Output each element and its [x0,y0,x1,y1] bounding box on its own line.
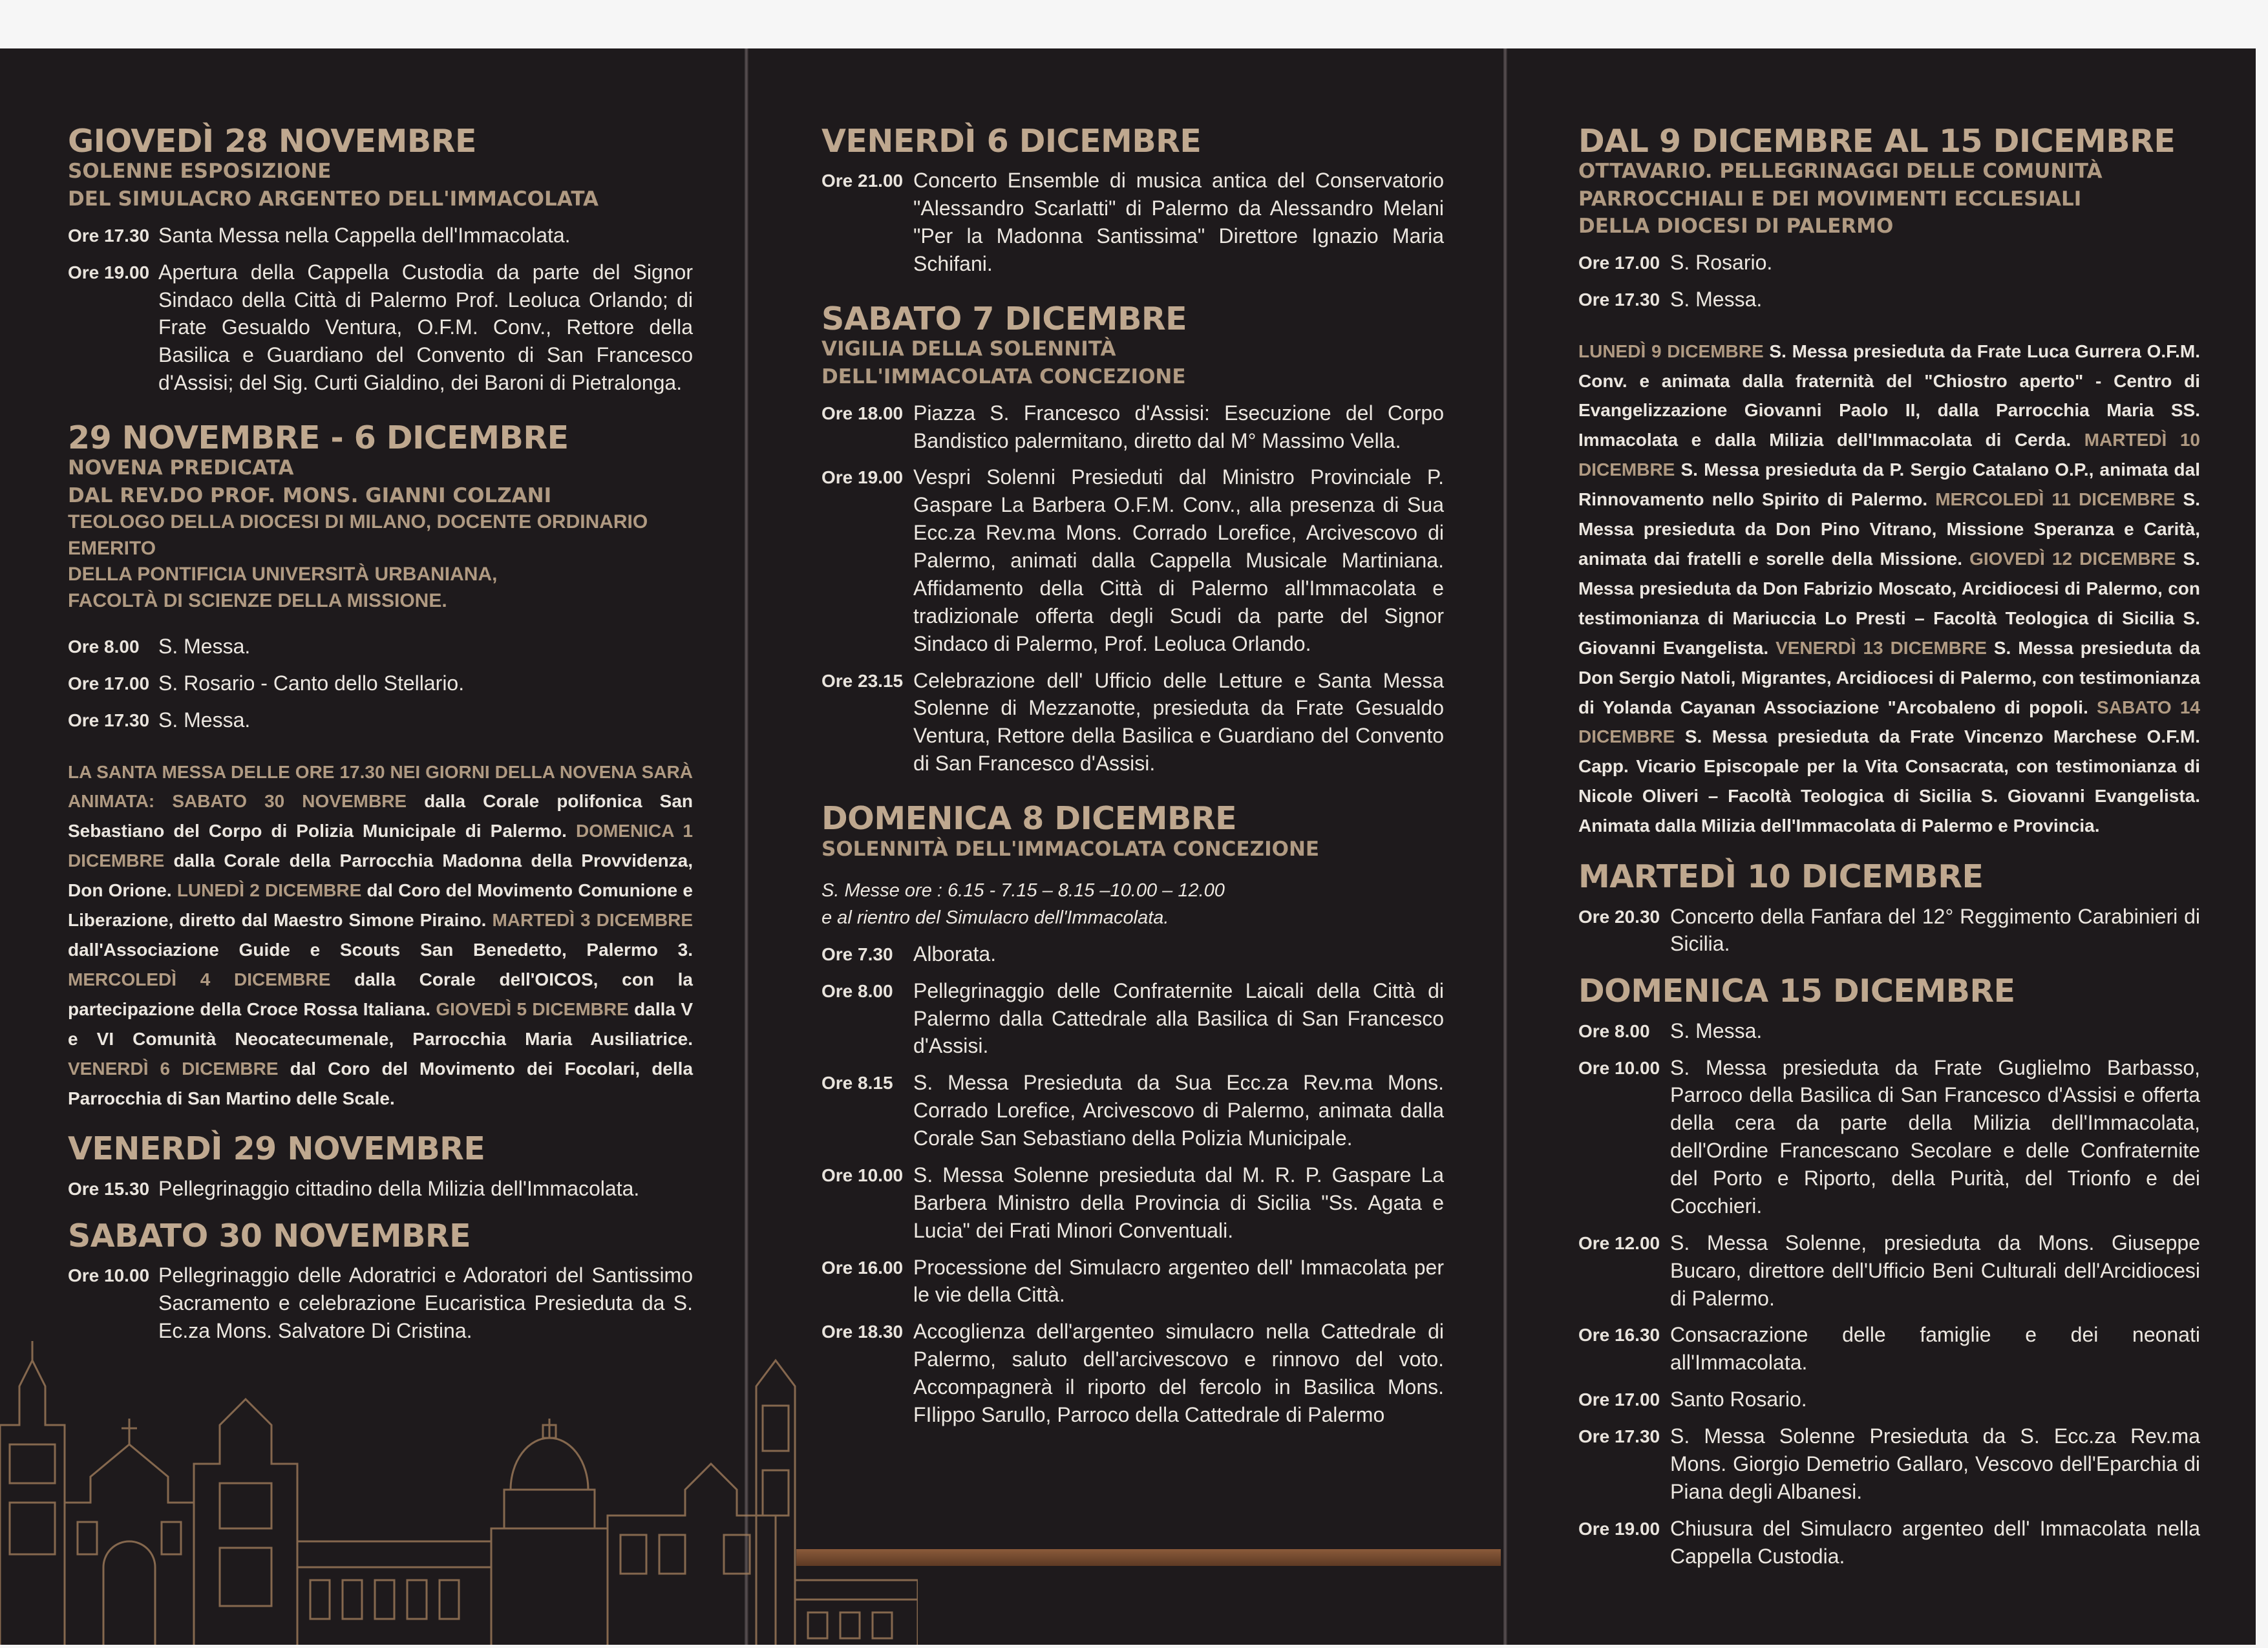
event-row [821,667,1444,778]
event-row [1578,1386,2200,1413]
event-time: Ore 17.30 [1578,1426,1660,1447]
event-text: Processione del Simulacro argenteo dell' Immacolata per le vie della Città. [913,1255,1444,1307]
masses-times [821,877,1444,931]
event-text: Celebrazione dell' Ufficio delle Letture e Santa Messa Solenne di Mezzanotte, presieduta da Frate Gesualdo Ventura, Rettore della Basilica e Guardiano del Convento di San Francesco d'Assisi. [913,668,1444,776]
section-15-dicembre [1578,975,2200,1570]
section-6-dicembre [821,125,1444,278]
section-subheading: DEL SIMULACRO ARGENTEO DELL'IMMACOLATA [68,187,599,211]
event-text: Vespri Solenni Presieduti dal Ministro Provinciale P. Gaspare La Barbera O.F.M. Conv., alla presenza di Sua Ecc.za Rev.ma Mons. Corrado Lorefice, Arcivescovo di Palermo, animati dalla Cappella Musicale Martiniana. Affidamento della Città di Palermo all'Immacolata e tradizionale offerta degli Scudi da parte del Signor Sindaco di Palermo, Prof. Leoluca Orlando. [913,465,1444,655]
event-row [1578,249,2200,277]
event-text: Apertura della Cappella Custodia da parte del Signor Sindaco della Città di Palermo Prof. Leoluca Orlando; di Frate Gesualdo Ventura, O.F.M. Conv., Rettore della Basilica e Guardiano del Convento di San Francesco d'Assisi; del Sig. Curti Gialdino, dei Baroni di Pietralonga. [158,260,693,395]
note-highlight: LUNEDÌ 2 DICEMBRE [176,880,367,901]
event-time: Ore 15.30 [68,1178,150,1199]
note-highlight: MERCOLEDÌ 11 DICEMBRE [1935,489,2183,510]
note-highlight: GIOVEDÌ 12 DICEMBRE [1969,549,2183,569]
note-highlight: VENERDÌ 6 DICEMBRE [68,1058,290,1079]
event-time: Ore 17.30 [1578,289,1660,310]
event-text: S. Messa Presieduta da Sua Ecc.za Rev.ma Mons. Corrado Lorefice, Arcivescovo di Palermo, animata dalla Corale San Sebastiano della Polizia Municipale. [913,1071,1444,1150]
note-highlight: MARTEDÌ 10 DICEMBRE [1578,430,2200,480]
event-text: S. Messa Solenne Presieduta da S. Ecc.za Rev.ma Mons. Giorgio Demetrio Gallaro, Vescovo dell'Eparchia di Piana degli Albanesi. [1670,1424,2200,1503]
event-text: Concerto della Fanfara del 12° Reggimento Carabinieri di Sicilia. [1670,904,2200,956]
event-row [821,977,1444,1061]
event-row [1578,903,2200,958]
event-text: S. Messa. [158,708,251,732]
event-row [821,463,1444,657]
event-text: Santo Rosario. [1670,1388,1807,1411]
event-text: Pellegrinaggio cittadino della Milizia dell'Immacolata. [158,1176,640,1200]
section-heading: DAL 9 DICEMBRE AL 15 DICEMBRE [1578,123,2176,160]
section-subheading-small: TEOLOGO DELLA DIOCESI DI MILANO, DOCENTE ORDINARIO EMERITO [68,511,648,559]
event-time: Ore 18.00 [821,403,904,423]
event-text: S. Messa. [158,634,251,658]
section-ottavario [1578,125,2200,841]
event-time: Ore 16.00 [821,1257,904,1278]
note-text: dal Coro del Movimento Comunione e Liberazione, diretto dal Maestro Simone Piraino. [68,880,693,931]
event-time: Ore 12.00 [1578,1232,1660,1253]
masses-line: S. Messe ore : 6.15 - 7.15 – 8.15 –10.00 – 12.00 [821,880,1225,901]
note-text: S. Messa presieduta da P. Sergio Catalano O.P., animata dal Rinnovamento nello Spirito di Palermo. [1578,460,2200,510]
section-10-dicembre [1578,860,2200,958]
event-text: Consacrazione delle famiglie e dei neonati all'Immacolata. [1670,1323,2200,1375]
note-highlight: LUNEDÌ 9 DICEMBRE [1578,341,1770,361]
event-time: Ore 10.00 [68,1265,150,1286]
note-highlight: GIOVEDÌ 5 DICEMBRE [436,998,635,1019]
event-row [1578,286,2200,313]
note-highlight: DOMENICA 1 DICEMBRE [68,821,693,871]
event-text: Accoglienza dell'argenteo simulacro nella Cattedrale di Palermo, saluto dell'arcivescovo e rinnovo del voto. Accompagnerà il riporto del fercolo in Basilica Mons. FIlippo Sarullo, Parroco della Cattedrale di Palermo [913,1320,1444,1426]
section-28-novembre [68,125,693,397]
event-time: Ore 23.15 [821,670,904,691]
note-highlight: LA SANTA MESSA DELLE ORE 17.30 NEI GIORNI DELLA NOVENA SARÀ ANIMATA: SABATO 30 NOVEMBRE [68,761,693,812]
section-subheading-small: DELLA PONTIFICIA UNIVERSITÀ URBANIANA, [68,564,498,586]
section-heading: GIOVEDÌ 28 NOVEMBRE [68,123,476,160]
event-row [1578,1321,2200,1377]
section-subheading: VIGILIA DELLA SOLENNITÀ [821,337,1116,361]
event-text: Piazza S. Francesco d'Assisi: Esecuzione del Corpo Bandistico palermitano, diretto dal M° Massimo Vella. [913,401,1444,452]
event-row [1578,1515,2200,1570]
event-time: Ore 20.30 [1578,906,1660,927]
section-novena [68,421,693,1113]
event-text: Pellegrinaggio delle Adoratrici e Adoratori del Santissimo Sacramento e celebrazione Eucaristica Presieduta da S. Ec.za Mons. Salvatore Di Cristina. [158,1263,693,1342]
event-time: Ore 8.00 [1578,1020,1650,1041]
event-row [68,670,693,697]
section-subheading-small: FACOLTÀ DI SCIENZE DELLA MISSIONE. [68,590,447,612]
event-time: Ore 17.30 [68,225,150,246]
note-highlight: MARTEDÌ 3 DICEMBRE [492,910,693,931]
ottavario-note [1578,337,2200,841]
note-text: dal Coro del Movimento dei Focolari, della Parrocchia di San Martino delle Scale. [68,1058,694,1108]
event-row [1578,1229,2200,1313]
event-time: Ore 17.00 [1578,1389,1660,1410]
event-text: Concerto Ensemble di musica antica del Conservatorio "Alessandro Scarlatti" di Palermo da Alessandro Melani "Per la Madonna Santissima" Direttore Ignazio Maria Schifani. [913,169,1444,276]
note-highlight: VENERDÌ 13 DICEMBRE [1775,637,1994,658]
event-row [68,633,693,660]
event-time: Ore 17.00 [1578,252,1660,273]
event-time: Ore 8.15 [821,1073,893,1093]
event-row [1578,1422,2200,1506]
section-29-novembre [68,1132,693,1202]
note-text: S. Messa presieduta da Frate Vincenzo Marchese O.F.M. Capp. Vicario Episcopale per la Vita Consacrata, con testimonianza di Nicole Oliveri – Facoltà Teologica di Sicilia S. Giovanni Evangelista. Animata dalla Milizia dell'Immacolata di Palermo e Provincia. [1578,726,2200,836]
section-subheading: NOVENA PREDICATA [68,456,294,480]
cathedral-skyline-illustration [0,1231,918,1645]
event-row [821,167,1444,278]
event-text: Alborata. [913,942,997,966]
note-text: dall'Associazione Guide e Scouts San Benedetto, Palermo 3. [68,940,693,960]
section-heading: SABATO 30 NOVEMBRE [68,1217,471,1254]
brochure-sheet [0,48,2256,1645]
section-subheading: SOLENNITÀ DELL'IMMACOLATA CONCEZIONE [821,837,1320,861]
event-row [1578,1017,2200,1045]
event-row [1578,1054,2200,1220]
event-time: Ore 19.00 [821,467,904,488]
section-subheading: PARROCCHIALI E DEI MOVIMENTI ECCLESIALI [1578,187,2082,211]
event-text: S. Rosario. [1670,250,1773,274]
event-time: Ore 8.00 [68,636,140,657]
note-text: dalla V e VI Comunità Neocatecumenale, Parrocchia Maria Ausiliatrice. [68,998,693,1049]
event-time: Ore 16.30 [1578,1325,1660,1346]
note-text: S. Messa presieduta da Don Pino Vitrano, Missione Speranza e Carità, animata dai fratelli e sorelle della Missione. [1578,489,2200,569]
event-row [821,940,1444,968]
event-row [68,1175,693,1203]
note-text: dalla Corale dell'OICOS, con la partecipazione della Croce Rossa Italiana. [68,969,694,1019]
event-row [68,706,693,734]
section-7-dicembre [821,302,1444,777]
novena-note [68,757,693,1114]
note-highlight: MERCOLEDÌ 4 DICEMBRE [68,969,355,989]
section-heading: MARTEDÌ 10 DICEMBRE [1578,858,1984,896]
note-text: S. Messa presieduta da Don Fabrizio Moscato, Arcidiocesi di Palermo, con testimonianza di Mariuccia Lo Presti – Facoltà Teologica di Sicilia S. Giovanni Evangelista. [1578,549,2200,658]
event-time: Ore 8.00 [821,980,893,1001]
event-text: Santa Messa nella Cappella dell'Immacolata. [158,223,571,247]
section-heading: DOMENICA 8 DICEMBRE [821,800,1237,838]
section-heading: DOMENICA 15 DICEMBRE [1578,973,2015,1010]
event-time: Ore 7.30 [821,944,893,964]
masses-line: e al rientro del Simulacro dell'Immacolata. [821,907,1169,928]
event-text: Pellegrinaggio delle Confraternite Laicali della Città di Palermo dalla Cattedrale alla Basilica di San Francesco d'Assisi. [913,978,1444,1058]
event-time: Ore 10.00 [821,1165,904,1185]
event-row [821,399,1444,455]
event-text: Chiusura del Simulacro argenteo dell' Immacolata nella Cappella Custodia. [1670,1516,2200,1568]
panel-right [1507,48,2256,1645]
section-heading: 29 NOVEMBRE - 6 DICEMBRE [68,419,569,456]
event-text: S. Rosario - Canto dello Stellario. [158,671,465,695]
event-time: Ore 17.30 [68,710,150,730]
event-text: S. Messa Solenne presieduta dal M. R. P. Gaspare La Barbera Ministro della Provincia di Sicilia "Ss. Agata e Lucia" dei Frati Minori Conventuali. [913,1163,1444,1242]
event-row [821,1069,1444,1152]
section-heading: VENERDÌ 6 DICEMBRE [821,123,1202,160]
note-text: S. Messa presieduta da Frate Luca Gurrera O.F.M. Conv. e animata dalla fraternità del "Chiostro aperto" - Centro di Evangelizzazione Giovanni Paolo II, dalla Parrocchia Maria SS. Immacolata e dalla Milizia dell'Immacolata di Cerda. [1578,341,2201,450]
note-highlight: SABATO 14 DICEMBRE [1578,697,2201,747]
event-row [68,259,693,397]
section-subheading: DELLA DIOCESI DI PALERMO [1578,214,1894,238]
section-heading: VENERDÌ 29 NOVEMBRE [68,1130,485,1168]
section-subheading: DELL'IMMACOLATA CONCEZIONE [821,364,1186,388]
section-subheading: OTTAVARIO. PELLEGRINAGGI DELLE COMUNITÀ [1578,160,2103,184]
event-time: Ore 10.00 [1578,1057,1660,1078]
event-text: S. Messa. [1670,287,1763,311]
event-time: Ore 17.00 [68,673,150,693]
event-text: S. Messa Solenne, presieduta da Mons. Giuseppe Bucaro, direttore dell'Ufficio Beni Culturali dell'Arcidiocesi di Palermo. [1670,1231,2200,1310]
event-text: S. Messa presieduta da Frate Guglielmo Barbasso, Parroco della Basilica di San Francesco d'Assisi e offerta della cera da parte della Milizia dell'Immacolata, dell'Ordine Francescano Secolare e delle Confraternite del Porto e Riporto, della Purità, del Trionfo e dei Cocchieri. [1670,1055,2200,1218]
event-time: Ore 19.00 [1578,1518,1660,1539]
event-time: Ore 19.00 [68,262,150,282]
note-text: dalla Corale polifonica San Sebastiano del Corpo di Polizia Municipale di Palermo. [68,791,693,841]
note-text: dalla Corale della Parrocchia Madonna della Provvidenza, Don Orione. [68,850,693,901]
section-subheading: DAL REV.DO PROF. MONS. GIANNI COLZANI [68,483,552,507]
event-time: Ore 21.00 [821,171,904,191]
event-row [68,222,693,249]
section-heading: SABATO 7 DICEMBRE [821,300,1187,337]
section-subheading: SOLENNE ESPOSIZIONE [68,160,332,184]
event-time: Ore 18.30 [821,1322,904,1342]
event-text: S. Messa. [1670,1019,1763,1042]
note-text: S. Messa presieduta da Don Sergio Natoli, Migrantes, Arcidiocesi di Palermo, con testimonianza di Yolanda Cayanan Associazione "Arcobaleno di popoli. [1578,637,2200,717]
